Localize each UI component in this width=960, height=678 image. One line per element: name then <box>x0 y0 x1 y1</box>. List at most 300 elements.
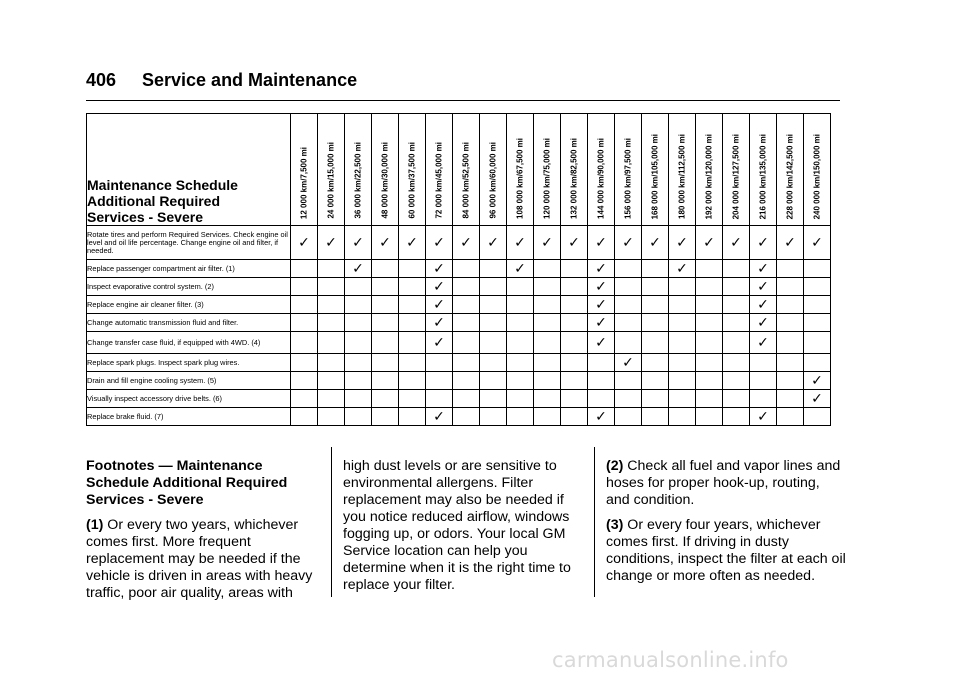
interval-header <box>723 114 750 226</box>
schedule-cell <box>696 390 723 408</box>
schedule-cell <box>291 408 318 426</box>
schedule-cell <box>345 372 372 390</box>
page-number: 406 <box>86 70 117 90</box>
interval-header <box>426 114 453 226</box>
schedule-cell <box>345 278 372 296</box>
service-description: Replace passenger compartment air filter. (1) <box>87 260 291 278</box>
schedule-cell <box>588 372 615 390</box>
interval-label: 12 000 km/7,500 mi <box>299 146 309 219</box>
schedule-cell <box>507 390 534 408</box>
schedule-cell <box>345 354 372 372</box>
schedule-cell <box>480 332 507 354</box>
interval-header <box>372 114 399 226</box>
service-description: Visually inspect accessory drive belts. (6) <box>87 390 291 408</box>
schedule-cell <box>750 226 777 260</box>
schedule-cell <box>615 226 642 260</box>
schedule-cell <box>777 260 804 278</box>
schedule-cell <box>723 390 750 408</box>
schedule-cell <box>399 278 426 296</box>
schedule-cell <box>750 296 777 314</box>
schedule-cell <box>399 260 426 278</box>
check-mark-icon: ✓ <box>433 296 445 313</box>
schedule-cell <box>561 354 588 372</box>
schedule-cell <box>669 408 696 426</box>
schedule-cell <box>291 390 318 408</box>
interval-label: 192 000 km/120,000 mi <box>704 133 714 219</box>
schedule-cell <box>669 372 696 390</box>
interval-header <box>615 114 642 226</box>
check-mark-icon: ✓ <box>703 234 715 251</box>
interval-header <box>696 114 723 226</box>
schedule-cell <box>291 372 318 390</box>
interval-header <box>318 114 345 226</box>
schedule-cell <box>318 278 345 296</box>
schedule-cell <box>723 314 750 332</box>
interval-header <box>291 114 318 226</box>
footnote-number: (1) <box>86 517 104 533</box>
schedule-cell <box>507 332 534 354</box>
interval-header <box>588 114 615 226</box>
check-mark-icon: ✓ <box>595 278 607 295</box>
schedule-cell <box>291 226 318 260</box>
interval-header <box>777 114 804 226</box>
schedule-cell <box>669 260 696 278</box>
interval-label: 168 000 km/105,000 mi <box>650 133 660 219</box>
schedule-cell <box>372 372 399 390</box>
schedule-cell <box>399 296 426 314</box>
schedule-cell <box>804 296 831 314</box>
table-row <box>87 408 831 426</box>
schedule-cell <box>426 296 453 314</box>
check-mark-icon: ✓ <box>487 234 499 251</box>
schedule-cell <box>372 278 399 296</box>
schedule-cell <box>399 408 426 426</box>
schedule-cell <box>399 226 426 260</box>
schedule-cell <box>642 354 669 372</box>
check-mark-icon: ✓ <box>757 314 769 331</box>
schedule-cell <box>561 332 588 354</box>
schedule-cell <box>318 226 345 260</box>
interval-label: 108 000 km/67,500 mi <box>515 138 525 219</box>
schedule-cell <box>480 314 507 332</box>
schedule-cell <box>588 226 615 260</box>
check-mark-icon: ✓ <box>622 354 634 371</box>
schedule-cell <box>480 226 507 260</box>
check-mark-icon: ✓ <box>595 314 607 331</box>
schedule-cell <box>318 372 345 390</box>
schedule-cell <box>426 354 453 372</box>
schedule-cell <box>291 332 318 354</box>
schedule-cell <box>345 332 372 354</box>
schedule-cell <box>642 314 669 332</box>
check-mark-icon: ✓ <box>433 314 445 331</box>
service-description: Replace engine air cleaner filter. (3) <box>87 296 291 314</box>
schedule-cell <box>561 260 588 278</box>
schedule-cell <box>588 332 615 354</box>
schedule-cell <box>804 260 831 278</box>
interval-label: 96 000 km/60,000 mi <box>488 142 498 219</box>
schedule-cell <box>615 372 642 390</box>
schedule-cell <box>372 314 399 332</box>
schedule-cell <box>588 354 615 372</box>
schedule-cell <box>534 296 561 314</box>
schedule-cell <box>534 314 561 332</box>
schedule-cell <box>750 260 777 278</box>
page-header <box>86 70 357 91</box>
schedule-cell <box>345 408 372 426</box>
schedule-cell <box>372 296 399 314</box>
schedule-cell <box>507 372 534 390</box>
schedule-cell <box>318 314 345 332</box>
check-mark-icon: ✓ <box>433 408 445 425</box>
footnotes-heading: Footnotes — Maintenance Schedule Additional Required Services - Severe <box>86 458 288 508</box>
check-mark-icon: ✓ <box>568 234 580 251</box>
schedule-cell <box>615 354 642 372</box>
watermark: carmanualsonline.info <box>552 648 789 672</box>
schedule-cell <box>399 332 426 354</box>
schedule-cell <box>723 332 750 354</box>
schedule-cell <box>669 390 696 408</box>
schedule-cell <box>642 332 669 354</box>
check-mark-icon: ✓ <box>595 234 607 251</box>
schedule-cell <box>399 372 426 390</box>
schedule-cell <box>777 332 804 354</box>
interval-label: 132 000 km/82,500 mi <box>569 138 579 219</box>
schedule-cell <box>507 278 534 296</box>
schedule-cell <box>507 296 534 314</box>
schedule-cell <box>426 332 453 354</box>
schedule-cell <box>426 260 453 278</box>
table-title-line: Additional Required <box>87 193 220 209</box>
check-mark-icon: ✓ <box>757 408 769 425</box>
schedule-cell <box>534 408 561 426</box>
check-mark-icon: ✓ <box>460 234 472 251</box>
interval-label: 36 000 km/22,500 mi <box>353 142 363 219</box>
schedule-cell <box>696 332 723 354</box>
schedule-cell <box>507 314 534 332</box>
footnote-number: (3) <box>606 517 624 533</box>
schedule-cell <box>777 390 804 408</box>
schedule-cell <box>318 390 345 408</box>
header-rule <box>86 100 840 101</box>
schedule-cell <box>507 260 534 278</box>
schedule-cell <box>615 390 642 408</box>
schedule-cell <box>804 226 831 260</box>
schedule-cell <box>669 296 696 314</box>
section-title: Service and Maintenance <box>142 70 358 90</box>
schedule-cell <box>804 408 831 426</box>
check-mark-icon: ✓ <box>622 234 634 251</box>
footnote-number: (2) <box>606 458 624 474</box>
check-mark-icon: ✓ <box>649 234 661 251</box>
check-mark-icon: ✓ <box>433 234 445 251</box>
check-mark-icon: ✓ <box>514 234 526 251</box>
check-mark-icon: ✓ <box>325 234 337 251</box>
footnotes-column-1 <box>86 458 318 610</box>
service-description: Replace spark plugs. Inspect spark plug wires. <box>87 354 291 372</box>
schedule-cell <box>372 390 399 408</box>
schedule-cell <box>318 260 345 278</box>
schedule-cell <box>777 226 804 260</box>
check-mark-icon: ✓ <box>352 260 364 277</box>
schedule-cell <box>480 260 507 278</box>
check-mark-icon: ✓ <box>595 334 607 351</box>
schedule-cell <box>723 278 750 296</box>
schedule-cell <box>777 314 804 332</box>
schedule-cell <box>291 260 318 278</box>
schedule-cell <box>399 390 426 408</box>
interval-label: 120 000 km/75,000 mi <box>542 138 552 219</box>
schedule-cell <box>588 408 615 426</box>
schedule-cell <box>453 390 480 408</box>
interval-header <box>669 114 696 226</box>
schedule-cell <box>453 278 480 296</box>
schedule-cell <box>372 354 399 372</box>
check-mark-icon: ✓ <box>757 334 769 351</box>
schedule-cell <box>777 278 804 296</box>
schedule-cell <box>534 260 561 278</box>
schedule-cell <box>345 390 372 408</box>
schedule-cell <box>804 372 831 390</box>
schedule-cell <box>453 332 480 354</box>
footnote-2 <box>606 458 846 509</box>
interval-header <box>561 114 588 226</box>
schedule-cell <box>480 278 507 296</box>
schedule-cell <box>318 296 345 314</box>
schedule-cell <box>426 372 453 390</box>
check-mark-icon: ✓ <box>595 408 607 425</box>
interval-label: 60 000 km/37,500 mi <box>407 142 417 219</box>
schedule-cell <box>291 354 318 372</box>
schedule-cell <box>291 296 318 314</box>
schedule-cell <box>426 278 453 296</box>
interval-header <box>534 114 561 226</box>
schedule-cell <box>561 408 588 426</box>
schedule-cell <box>480 296 507 314</box>
check-mark-icon: ✓ <box>811 372 823 389</box>
interval-header <box>507 114 534 226</box>
schedule-cell <box>669 354 696 372</box>
check-mark-icon: ✓ <box>757 234 769 251</box>
schedule-cell <box>318 332 345 354</box>
service-description: Replace brake fluid. (7) <box>87 408 291 426</box>
schedule-cell <box>453 354 480 372</box>
interval-header <box>399 114 426 226</box>
schedule-cell <box>750 332 777 354</box>
schedule-cell <box>561 390 588 408</box>
schedule-cell <box>372 408 399 426</box>
table-title-line: Maintenance Schedule <box>87 177 238 193</box>
schedule-cell <box>750 354 777 372</box>
schedule-cell <box>588 390 615 408</box>
schedule-cell <box>723 408 750 426</box>
interval-label: 216 000 km/135,000 mi <box>758 133 768 219</box>
check-mark-icon: ✓ <box>595 260 607 277</box>
schedule-cell <box>588 314 615 332</box>
table-title-line: Services - Severe <box>87 209 203 225</box>
interval-label: 72 000 km/45,000 mi <box>434 142 444 219</box>
interval-label: 48 000 km/30,000 mi <box>380 142 390 219</box>
schedule-cell <box>561 372 588 390</box>
schedule-cell <box>669 226 696 260</box>
schedule-cell <box>669 278 696 296</box>
schedule-cell <box>453 314 480 332</box>
footnote-text: Check all fuel and vapor lines and hoses for proper hook-up, routing, and condition. <box>606 458 841 508</box>
schedule-cell <box>372 260 399 278</box>
schedule-cell <box>777 296 804 314</box>
schedule-cell <box>615 314 642 332</box>
schedule-cell <box>777 372 804 390</box>
service-description: Change transfer case fluid, if equipped with 4WD. (4) <box>87 332 291 354</box>
schedule-cell <box>777 354 804 372</box>
schedule-cell <box>615 260 642 278</box>
check-mark-icon: ✓ <box>811 390 823 407</box>
service-description: Change automatic transmission fluid and filter. <box>87 314 291 332</box>
interval-label: 24 000 km/15,000 mi <box>326 142 336 219</box>
footnote-text: Or every two years, whichever comes first. More frequent replacement may be needed if the vehicle is driven in areas with heavy traffic, poor air quality, areas with <box>86 517 313 601</box>
schedule-cell <box>696 314 723 332</box>
schedule-cell <box>615 408 642 426</box>
table-row <box>87 278 831 296</box>
check-mark-icon: ✓ <box>757 260 769 277</box>
interval-label: 144 000 km/90,000 mi <box>596 138 606 219</box>
schedule-cell <box>804 354 831 372</box>
footnotes-column-3 <box>606 458 846 593</box>
schedule-cell <box>642 372 669 390</box>
table-row <box>87 260 831 278</box>
schedule-cell <box>588 278 615 296</box>
schedule-cell <box>642 260 669 278</box>
schedule-cell <box>750 408 777 426</box>
schedule-cell <box>804 390 831 408</box>
check-mark-icon: ✓ <box>298 234 310 251</box>
schedule-cell <box>642 278 669 296</box>
schedule-cell <box>804 314 831 332</box>
schedule-cell <box>399 354 426 372</box>
schedule-cell <box>723 226 750 260</box>
schedule-cell <box>453 226 480 260</box>
interval-header <box>642 114 669 226</box>
schedule-cell <box>372 226 399 260</box>
schedule-cell <box>588 260 615 278</box>
schedule-cell <box>534 372 561 390</box>
schedule-cell <box>642 226 669 260</box>
interval-header <box>750 114 777 226</box>
schedule-cell <box>507 354 534 372</box>
schedule-cell <box>642 296 669 314</box>
schedule-cell <box>669 314 696 332</box>
table-row <box>87 390 831 408</box>
schedule-cell <box>696 278 723 296</box>
schedule-cell <box>534 278 561 296</box>
schedule-cell <box>804 278 831 296</box>
schedule-cell <box>534 226 561 260</box>
check-mark-icon: ✓ <box>784 234 796 251</box>
table-title <box>87 114 291 226</box>
check-mark-icon: ✓ <box>406 234 418 251</box>
maintenance-schedule-table <box>86 113 831 426</box>
interval-header <box>480 114 507 226</box>
schedule-cell <box>453 372 480 390</box>
schedule-cell <box>642 390 669 408</box>
schedule-cell <box>480 372 507 390</box>
schedule-cell <box>561 296 588 314</box>
check-mark-icon: ✓ <box>595 296 607 313</box>
schedule-cell <box>453 260 480 278</box>
schedule-cell <box>345 226 372 260</box>
table-row <box>87 226 831 260</box>
check-mark-icon: ✓ <box>676 260 688 277</box>
service-description: Rotate tires and perform Required Services. Check engine oil level and oil life percentage. Change engine oil and filter, if needed. <box>87 226 291 260</box>
schedule-cell <box>291 278 318 296</box>
schedule-cell <box>615 296 642 314</box>
schedule-cell <box>723 372 750 390</box>
schedule-cell <box>345 314 372 332</box>
schedule-cell <box>750 372 777 390</box>
schedule-cell <box>777 408 804 426</box>
table-header-row <box>87 114 831 226</box>
interval-label: 240 000 km/150,000 mi <box>812 133 822 219</box>
check-mark-icon: ✓ <box>811 234 823 251</box>
check-mark-icon: ✓ <box>676 234 688 251</box>
schedule-cell <box>750 278 777 296</box>
schedule-cell <box>399 314 426 332</box>
schedule-cell <box>723 296 750 314</box>
interval-label: 204 000 km/127,500 mi <box>731 133 741 219</box>
footnote-text: Or every four years, whichever comes first. If driving in dusty conditions, inspect the filter at each oil change or more often as needed. <box>606 517 846 584</box>
schedule-cell <box>696 372 723 390</box>
column-divider <box>594 447 595 597</box>
schedule-cell <box>642 408 669 426</box>
schedule-cell <box>426 226 453 260</box>
column-divider <box>331 447 332 597</box>
footnote-1-continued: high dust levels or are sensitive to environmental allergens. Filter replacement may also be needed if you notice reduced airflow, windows fogging up, or odors. Your local GM Service location can help you determine when it is the right time to replace your filter. <box>343 458 571 593</box>
table-row <box>87 314 831 332</box>
schedule-cell <box>426 408 453 426</box>
table-row <box>87 296 831 314</box>
schedule-cell <box>318 354 345 372</box>
schedule-cell <box>534 332 561 354</box>
interval-header <box>345 114 372 226</box>
service-description: Inspect evaporative control system. (2) <box>87 278 291 296</box>
check-mark-icon: ✓ <box>433 334 445 351</box>
schedule-cell <box>588 296 615 314</box>
schedule-cell <box>723 354 750 372</box>
footnote-1 <box>86 517 318 602</box>
schedule-cell <box>507 226 534 260</box>
schedule-cell <box>318 408 345 426</box>
check-mark-icon: ✓ <box>541 234 553 251</box>
check-mark-icon: ✓ <box>379 234 391 251</box>
check-mark-icon: ✓ <box>514 260 526 277</box>
schedule-cell <box>750 314 777 332</box>
schedule-cell <box>345 296 372 314</box>
schedule-cell <box>723 260 750 278</box>
schedule-cell <box>453 296 480 314</box>
schedule-cell <box>372 332 399 354</box>
schedule-cell <box>669 332 696 354</box>
footnote-3 <box>606 517 846 585</box>
schedule-cell <box>426 390 453 408</box>
schedule-cell <box>507 408 534 426</box>
schedule-cell <box>453 408 480 426</box>
interval-label: 156 000 km/97,500 mi <box>623 138 633 219</box>
schedule-cell <box>534 390 561 408</box>
schedule-cell <box>750 390 777 408</box>
schedule-cell <box>345 260 372 278</box>
schedule-cell <box>615 278 642 296</box>
schedule-cell <box>696 226 723 260</box>
